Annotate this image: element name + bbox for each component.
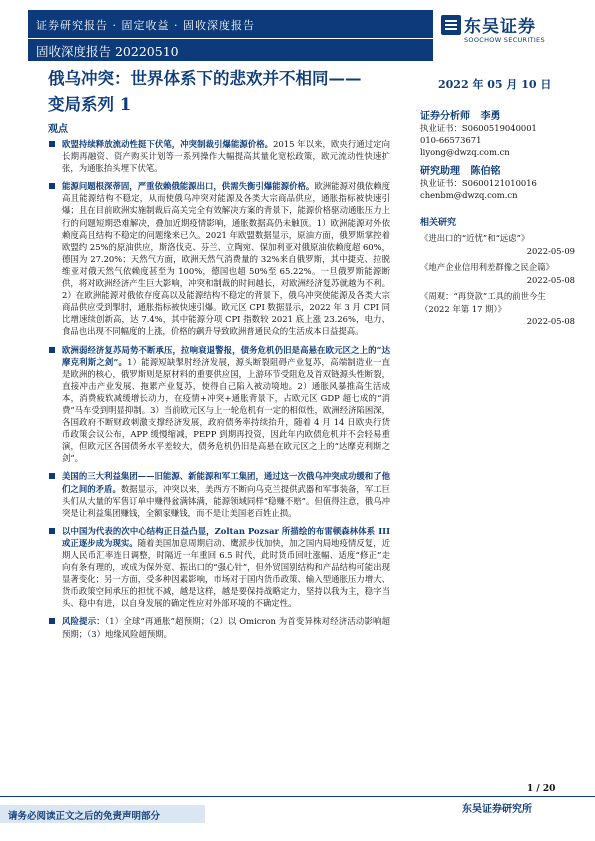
logo-name-cn: 东吴证券 bbox=[464, 17, 536, 37]
paragraph-lead: 美国的三大利益集团——旧能源、新能源和军工集团，通过这一次俄乌冲突成功缓和了他们之间的矛盾。 bbox=[62, 471, 390, 494]
analyst-role: 证券分析师 bbox=[420, 111, 470, 122]
analyst-role: 研究助理 bbox=[420, 166, 460, 177]
paragraph-body: 随着美国加息周期启动、鹰派步伐加快，加之国内局地疫情反复，近期人民币汇率连日调整，时隔近一年重回 6.5 时代，此时货币回吐涨幅、适度“修正”走向有条有理的，或成为保外宽、振出口的“强心针”，但外贸国别结构和产品结构可能出现显著变化；另一方面，受多种因素影响，市场对于国内货币政策、输入型通胀压力增大、货币政策空间承压的担忧不减，越是这样，越是要保持战略定力，坚持以我为主，稳字当头、稳中有进，以自身发展的确定性应对外部环境的不确定性。 bbox=[62, 537, 391, 609]
disclaimer-notice: 请务必阅读正文之后的免责声明部分 bbox=[0, 805, 205, 823]
report-date: 2022 年 05 月 10 日 bbox=[438, 78, 552, 91]
footer-divider bbox=[0, 796, 595, 797]
paragraph-body: 2015 年以来，欧央行通过定向长期再融资、资产购买计划等一系列操作大幅提高其量化宽松政策，欧元流动性快速扩张，为通胀抬头埋下伏笔。 bbox=[62, 139, 390, 174]
paragraph-lead: 欧盟持续释放流动性挺下伏笔，冲突制裁引爆能源价格。 bbox=[62, 139, 274, 149]
viewpoint-paragraph bbox=[48, 180, 390, 337]
related-research-date: 2022-05-08 bbox=[526, 274, 575, 285]
main-content bbox=[48, 138, 390, 646]
footer-company: 东吴证券研究所 bbox=[462, 804, 532, 815]
related-research-link[interactable]: 《进出口的“近忧”和“远虑”》 bbox=[420, 233, 530, 243]
bullet-icon bbox=[49, 141, 55, 147]
viewpoint-paragraph bbox=[48, 470, 390, 518]
report-type: 固收深度报告 20220510 bbox=[36, 44, 179, 59]
analyst-cert: 执业证书：S0600519040001 bbox=[420, 123, 537, 133]
risk-warning bbox=[48, 615, 390, 639]
analyst-name: 李勇 bbox=[480, 111, 501, 122]
paragraph-lead: 以中国为代表的次中心结构正日益凸显，Zoltan Pozsar 所描绘的布雷顿森林体系 III 或正逐步成为现实。 bbox=[62, 525, 390, 548]
viewpoint-paragraph bbox=[48, 138, 390, 174]
report-title-line1: 俄乌冲突：世界体系下的悲欢并不相同—— bbox=[48, 69, 362, 88]
paragraph-body: 欧洲能源对俄依赖度高且能源结构不稳定，从而使俄乌冲突对能源及各类大宗商品供应，通胀指标被快速引爆；且在目前欧洲实施制裁后高关完全有效解决方案的背景下，能源价格驱动通胀压力上行的问题短期恐难解决，叠加近期疫情影响，通胀数据高仍未触顶。1）欧洲能源对外依赖度高且结构不稳定的问题缘来已久。2021 年欧盟数据显示，原油方面，俄罗斯掌控着欧盟约 25%的原油供应，斯洛伐克、芬兰、立陶宛、保加利亚对俄原油依赖度超 60%，德国为 27.20%；天然气方面，欧洲天然气消费量的 32%来自俄罗斯，其中捷克、拉脱维亚对俄天然气依赖度甚至为 100%，德国也超 50%至 65.22%。一旦俄罗斯能源断供，将对欧洲经济产生巨大影响，冲突和制裁的时间越长，对欧洲经济复苏就越为不利。2）在欧洲能源对俄依存度高以及能源结构不稳定的背景下，俄乌冲突使能源及各类大宗商品供应受到掣肘，通胀指标被快速引爆。欧元区 CPI 数据显示，2022 年 3 月 CPI 同比增速续创新高，达 7.4%，其中能源分项 CPI 指数较 2021 底上涨 23.26%，电力、食品也出现不同幅度的上涨，价格的飙升导致欧洲普通民众的生活成本日益提高。 bbox=[62, 181, 391, 337]
bullet-icon bbox=[49, 528, 55, 534]
analyst-email[interactable]: liyong@dwzq.com.cn bbox=[420, 147, 510, 157]
viewpoint-paragraph bbox=[48, 344, 390, 465]
paragraph-body: （1）全球“再通胀”超预期；（2）以 Omicron 为首变异株对经济活动影响超预期；（3）地缘风险超预期。 bbox=[62, 616, 390, 639]
related-research-link[interactable]: 《地产企业信用利差群像之民企篇》 bbox=[420, 262, 554, 272]
company-logo bbox=[440, 12, 570, 58]
report-title bbox=[48, 66, 398, 118]
analyst-cert: 执业证书：S0600121010016 bbox=[420, 178, 537, 188]
paragraph-body: 数据显示，冲突以来，美西方不断向乌克兰提供武器和军事装备，军工巨头们从大量的军售订单中赚得盆满钵满，能源领域同样“稳赚不赔”。但值得注意，俄乌冲突是让利益集团赚钱，全额家赚钱，而不是让美国老百姓止损。 bbox=[62, 483, 391, 518]
bullet-icon bbox=[49, 183, 55, 189]
page-number: 1 / 20 bbox=[527, 784, 556, 794]
bullet-icon bbox=[49, 473, 55, 479]
paragraph-lead: 欧洲弱经济复苏局势不断承压，拉响衰退警报，债务危机仍旧是高悬在欧元区之上的“达摩克利斯之剑”。 bbox=[62, 344, 390, 367]
related-research-title: 相关研究 bbox=[420, 218, 457, 228]
bullet-icon bbox=[49, 618, 55, 624]
analyst-phone: 010-66573671 bbox=[420, 135, 482, 145]
analyst-email[interactable]: chenbm@dwzq.com.cn bbox=[420, 190, 518, 200]
analyst-sidebar bbox=[420, 103, 575, 328]
section-label: 观点 bbox=[48, 124, 68, 135]
related-research-date: 2022-05-09 bbox=[526, 245, 575, 256]
paragraph-body: 1）能源短缺掣肘经济发展，源头断裂阻碍产业复苏，高端制造业一直是欧洲的核心，俄罗斯则是原材料的重要供应国，上游环节受阻危及首双链源头性断裂，直接冲击产业发展、拖累产业复苏，使得自己陷入被动境地。2）通胀风暴推高生活成本，消费疲软减缓增长动力，在疫情+冲突+通胀背景下，占欧元区 GDP 超七成的“消费”马车受到明显抑制。3）当前欧元区与上一轮危机有一定的相似性，欧洲经济陷困深，各国政府不断财政刺激支撑经济发展，政府债务率持续抬升，随着 4 月 14 日欧央行货币政策会议公布，APP 缓慢缩减，PEPP 到期再投资，因此年内欧债危机并不会轻易重演，但欧元区各国债务水平差较大，债务危机仍旧是高悬在欧元区之上的“达摩克利斯之剑”。 bbox=[62, 356, 390, 464]
paragraph-lead: 风险提示： bbox=[62, 616, 105, 627]
analyst-heading bbox=[420, 162, 575, 177]
paragraph-lead: 能源问题根深蒂固，严重依赖俄能源出口，供需失衡引爆能源价格。 bbox=[62, 181, 315, 192]
report-title-line2: 变局系列 1 bbox=[48, 95, 132, 114]
logo-mark-icon bbox=[440, 14, 462, 36]
logo-name-en: SOOCHOW SECURITIES bbox=[464, 36, 545, 44]
analyst-name: 陈伯铭 bbox=[470, 166, 501, 177]
analyst-heading bbox=[420, 107, 575, 122]
report-categories: 证券研究报告 · 固定收益 · 固收深度报告 bbox=[36, 19, 255, 32]
bullet-icon bbox=[49, 347, 55, 353]
report-type-bar bbox=[28, 39, 433, 61]
report-category-bar bbox=[28, 10, 433, 38]
viewpoint-paragraph bbox=[48, 525, 390, 610]
related-research-link[interactable]: 《周观：“再贷款”工具的前世今生（2022 年第 17 期）》 bbox=[420, 291, 546, 314]
related-research-date: 2022-05-08 bbox=[526, 316, 575, 326]
